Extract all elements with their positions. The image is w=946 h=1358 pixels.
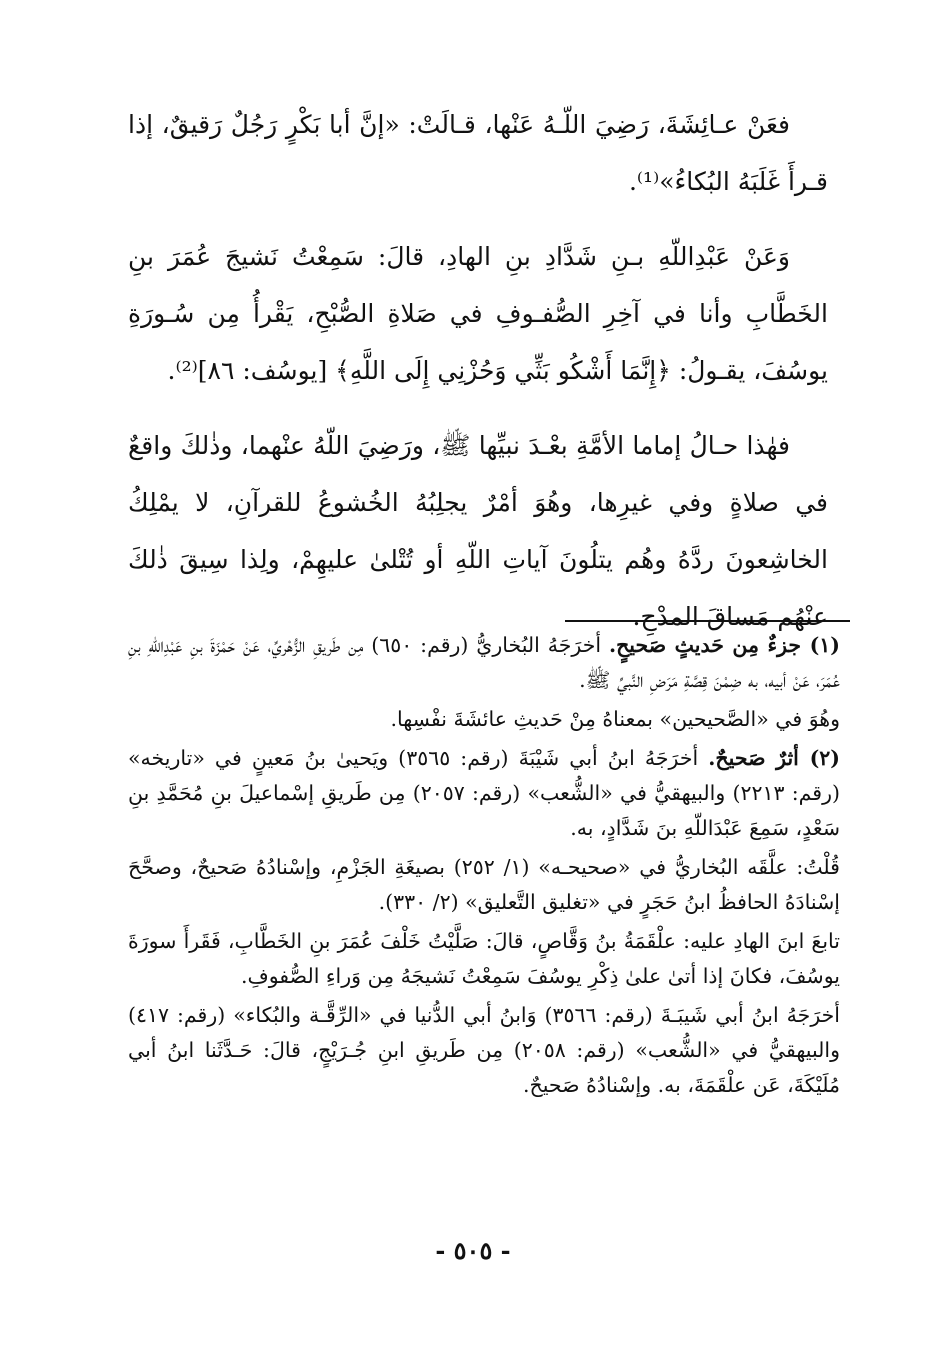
footnote-item	[128, 850, 840, 920]
footnote-item	[128, 924, 840, 994]
paragraph-abdullah: وَعَنْ عَبْدِاللّهِ بـنِ شَدَّادِ بنِ الهادِ، قالَ: سَمِعْتُ نَشيجَ عُمَرَ بنِ الخَطَّابِ وأنا في آخِرِ الصُّفـوفِ في صَلاةِ الصُّبْحِ، يَقْرأُ مِن سُـورَةِ يوسُفَ، يقـولُ: ﴿إِنَّمَا أَشْكُو بَثِّي وَحُزْنِي إِلَى اللَّهِ﴾ [يوسُف: ٨٦]⁽²⁾.	[128, 242, 828, 385]
footnote-lead: (١) جزءٌ مِن حَديثٍ صَحيحٍ.	[608, 633, 840, 657]
paragraph-aisha: فعَنْ عـائِشَةَ، رَضِيَ اللّـهُ عَنْها، قـالَتْ: «إنَّ أبا بَكْرٍ رَجُلٌ رَقيقٌ، إذا قـرأَ غَلَبَهُ البُكاءُ»⁽¹⁾.	[128, 110, 828, 196]
footnotes	[128, 628, 840, 1107]
footnote-separator	[565, 620, 850, 622]
footnote-text: تابعَ ابنَ الهادِ عليه: علْقَمَةُ بنُ وَقَّاصٍ، قالَ: صَلَّيْتُ خَلْفَ عُمَرَ بنِ الخَطَّابِ، فَقَرأَ سورَةَ يوسُفَ، فكانَ إذا أتىٰ علىٰ ذِكْرِ يوسُفَ سَمِعْتُ نَشيجَهُ مِن وَراءِ الصُّفوفِ.	[128, 929, 840, 988]
footnote-item	[128, 628, 840, 698]
footnote-lead: (٢) أثرٌ صَحيحٌ.	[708, 746, 840, 770]
paragraph-imams: فهٰذا حـالُ إماما الأمَّةِ بعْـدَ نبيِّها ﷺ، ورَضِيَ اللّهُ عنْهما، وذٰلكَ واقعٌ في صلاةٍ وفي غيرِها، وهُوَ أمْرٌ يجلِبُهُ الخُشوعُ للقرآنِ، لا يمْلِكُ الخاشِعونَ ردَّهُ وهُم يتلُونَ آياتِ اللّهِ أو تُتْلىٰ عليهِمْ، ولِذا سِيقَ ذٰلكَ عنْهُم مَساقَ المدْحِ.	[128, 431, 828, 631]
footnote-item	[128, 998, 840, 1103]
footnote-item	[128, 702, 840, 737]
footnote-text: أخرَجَهُ ابنُ أبي شَيبَـةَ (رقم: ٣٥٦٦) وَابنُ أبي الدُّنيا في «الرِّقَّـة والبُكاء» (رقم: ٤١٧) والبيهقيُّ في «الشُّعب» (رقم: ٢٠٥٨) مِن طَريقِ ابنِ جُـرَيْجٍ، قالَ: حَـدَّثَنا ابنُ أبي مُلَيْكَةَ، عَن علْقَمَةَ، به. وإسْنادُهُ صَحيحٌ.	[128, 1003, 840, 1097]
footnote-text: أخرَجَهُ البُخاريُّ (رقم: ٦٥٠) مِن طَريقِ الزُّهْريِّ، عَنْ حَمْزَةَ بنِ عَبْدِاللّهِ بنِ عُمَرَ، عَنْ أبيه، به ضِمْنَ قِصَّةِ مَرَضِ النَّبيِّ ﷺ.	[128, 633, 840, 692]
main-text	[128, 96, 828, 663]
footnote-item	[128, 741, 840, 846]
footnote-text: قُلْتُ: علَّقَه البُخاريُّ في «صحيحـه» (١/ ٢٥٢) بصيغَةِ الجَزْمِ، وإسْنادُهُ صَحيحٌ، وصحَّحَ إسْنادَهُ الحافظُ ابنُ حَجَرٍ في «تغليق التَّعليق» (٢/ ٣٣٠).	[128, 855, 840, 914]
page-number: - ٥٠٥ -	[435, 1236, 511, 1265]
footnote-text: وهُوَ في «الصَّحيحين» بمعناهُ مِنْ حَديثِ عائشَةَ نفْسِها.	[390, 707, 840, 731]
footnote-text: أخرَجَهُ ابنُ أبي شَيْبَةَ (رقم: ٣٥٦٥) ويَحيىٰ بنُ مَعينٍ في «تاريخه» (رقم: ٢٢١٣) والبيهقيُّ في «الشُّعب» (رقم: ٢٠٥٧) مِن طَريقِ إسْماعيلَ بنِ مُحَمَّدِ بنِ سَعْدٍ، سَمِعَ عَبْدَاللّهِ بنَ شَدَّادٍ، به.	[128, 746, 840, 840]
